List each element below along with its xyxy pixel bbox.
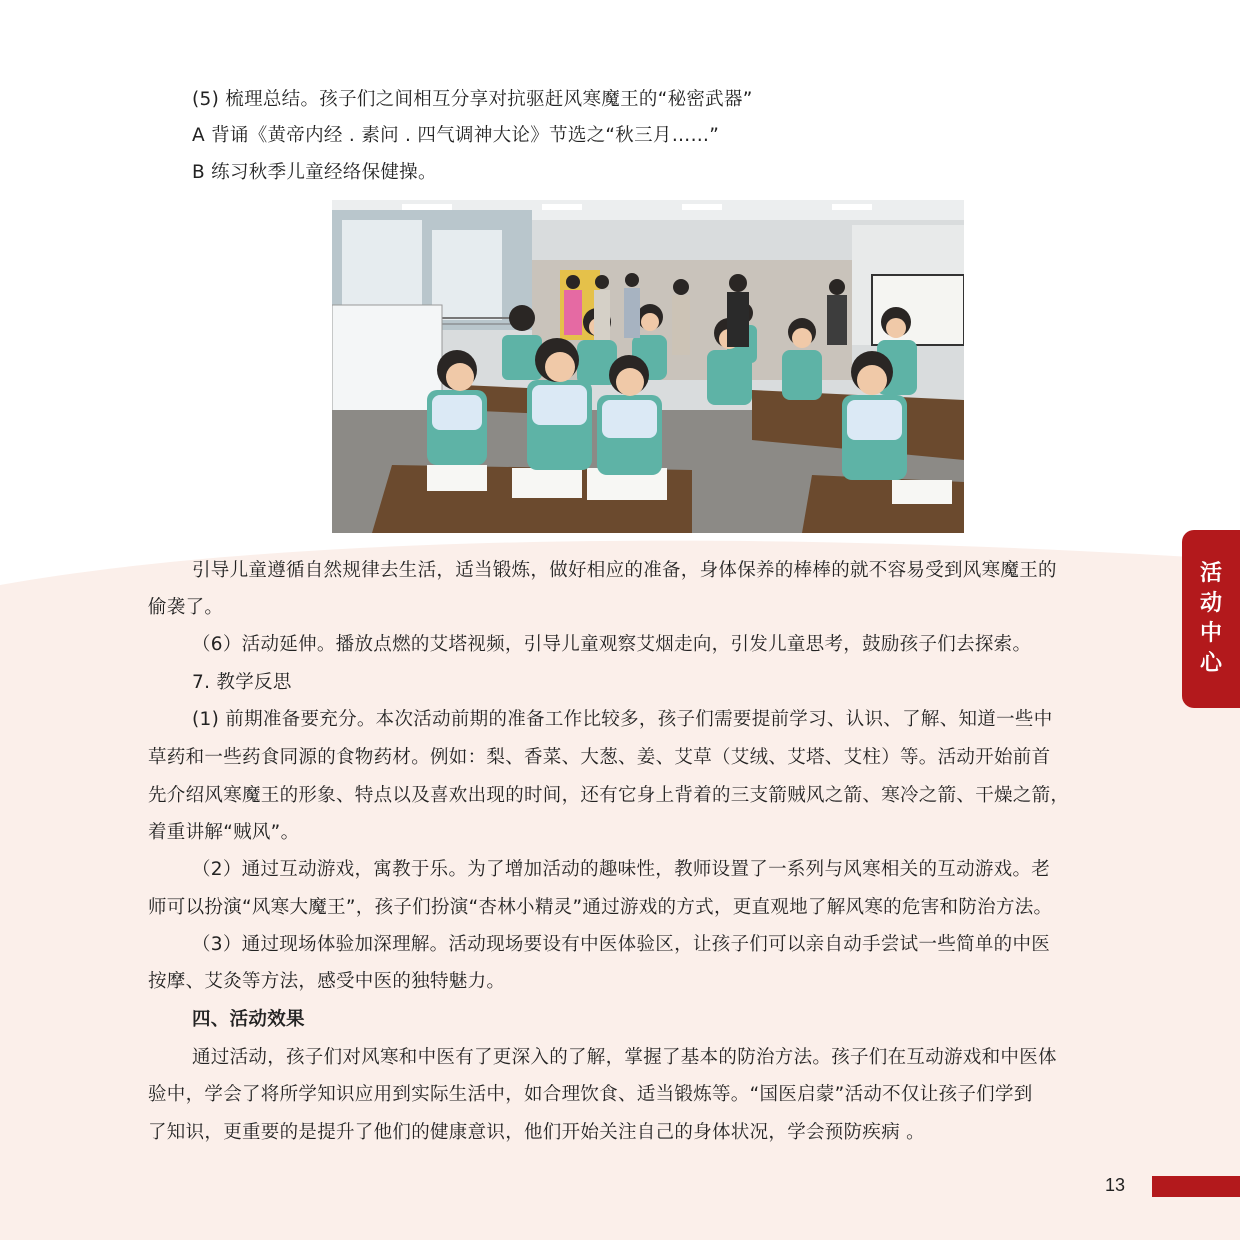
text-line: (1) 前期准备要充分。本次活动前期的准备工作比较多，孩子们需要提前学习、认识、了解、知道一些中 xyxy=(192,709,1053,730)
page-number-bar xyxy=(1152,1176,1240,1197)
text-line: 通过活动，孩子们对风寒和中医有了更深入的了解，掌握了基本的防治方法。孩子们在互动游戏和中医体 xyxy=(192,1047,1057,1068)
section-title: 7. 教学反思 xyxy=(192,672,292,693)
text-line: 了知识，更重要的是提升了他们的健康意识，他们开始关注自己的身体状况，学会预防疾病 。 xyxy=(148,1122,925,1143)
text-line: （2）通过互动游戏，寓教于乐。为了增加活动的趣味性，教师设置了一系列与风寒相关的互动游戏。老 xyxy=(192,859,1051,880)
text-line: A 背诵《黄帝内经 . 素问 . 四气调神大论》节选之“秋三月……” xyxy=(192,125,720,146)
side-tab-char: 中 xyxy=(1199,621,1222,646)
side-tab-char: 活 xyxy=(1199,561,1222,586)
text-line: 按摩、艾灸等方法，感受中医的独特魅力。 xyxy=(148,971,506,992)
text-line: 草药和一些药食同源的食物药材。例如：梨、香菜、大葱、姜、艾草（艾绒、艾塔、艾柱）等。活动开始前首 xyxy=(148,747,1051,768)
text-line: 偷袭了。 xyxy=(148,597,224,618)
text-line: （3）通过现场体验加深理解。活动现场要设有中医体验区，让孩子们可以亲自动手尝试一些简单的中医 xyxy=(192,934,1051,955)
text-line: B 练习秋季儿童经络保健操。 xyxy=(192,162,437,183)
text-line: 引导儿童遵循自然规律去生活，适当锻炼，做好相应的准备，身体保养的棒棒的就不容易受到风寒魔王的 xyxy=(192,560,1057,581)
side-tab-char: 动 xyxy=(1199,591,1222,616)
text-line: 师可以扮演“风寒大魔王”，孩子们扮演“杏林小精灵”通过游戏的方式，更直观地了解风寒的危害和防治方法。 xyxy=(148,897,1053,918)
side-tab-char: 心 xyxy=(1199,651,1222,676)
text-line: (5) 梳理总结。孩子们之间相互分享对抗驱赶风寒魔王的“秘密武器” xyxy=(192,89,753,110)
text-line: 先介绍风寒魔王的形象、特点以及喜欢出现的时间，还有它身上背着的三支箭贼风之箭、寒冷之箭、干燥之箭， xyxy=(148,785,1070,806)
text-line: 验中，学会了将所学知识应用到实际生活中，如合理饮食、适当锻炼等。“国医启蒙”活动不仅让孩子们学到 xyxy=(148,1084,1033,1105)
section-heading: 四、活动效果 xyxy=(192,1009,305,1030)
classroom-photo xyxy=(332,200,964,533)
text-line: （6）活动延伸。播放点燃的艾塔视频，引导儿童观察艾烟走向，引发儿童思考，鼓励孩子们去探索。 xyxy=(192,634,1032,655)
page-number: 13 xyxy=(1105,1175,1126,1195)
text-line: 着重讲解“贼风”。 xyxy=(148,822,300,843)
side-tab[interactable] xyxy=(1182,530,1240,708)
